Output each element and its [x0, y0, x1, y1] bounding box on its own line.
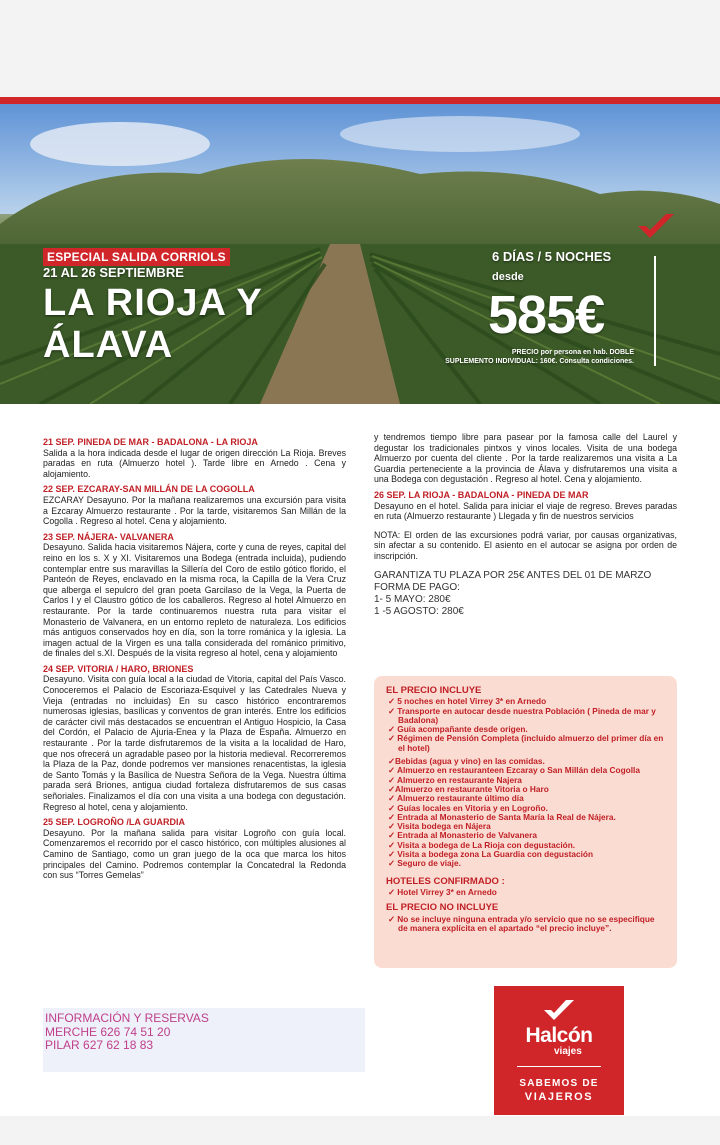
day-heading: 21 SEP. PINEDA DE MAR - BADALONA - LA RIOJA — [43, 437, 258, 447]
day-text: Desayuno. Visita con guía local a la ciudad de Vitoria, capital del País Vasco. Conoceremos el Palacio de Escoriaza-Esquivel y las Catedrales Nueva y Vieja (entradas no incluidas) En su casco histórico encontraremos numerosas iglesias, basílicas y conventos de gran interés. Entre los edificios de carácter civil más destacados se encuentran el Antiguo Hospicio, la Casa del Cordón, el Palacio de Ajuria-Enea y la Plaza de España. Almuerzo en restaurante . Por la tarde disfrutaremos de la visita a la localidad de Haro, que nos ofrecerá un agradable paseo por la historia medieval. Recorreremos la Plaza de la Paz, donde podremos ver mansiones renacentistas, la iglesia de Santo Tomás y la Basílica de Nuestra Señora de la Vega. Nuestra última parada será Briones, antigua ciudad fortaleza disfrutaremos de sus casas señoriales. Finalizamos el día con una visita a una bodega con degustación. Regreso al hotel, cena y alojamiento. — [43, 674, 346, 812]
price-includes-box — [374, 676, 677, 968]
include-item: ✓ Seguro de viaje. — [388, 858, 461, 869]
include-item: ✓ Transporte en autocar desde nuestra Población ( Pineda de mar y Badalona) — [388, 705, 656, 725]
trip-title — [43, 282, 263, 366]
payment-info — [374, 570, 677, 618]
include-item: ✓ Almuerzo en restauranteen Ezcaray o San Millán dela Cogolla — [388, 765, 640, 776]
price-from-label: desde — [492, 271, 524, 283]
day-text: Desayuno. Salida hacia visitaremos Nájera, corte y cuna de reyes, capital del reino en los s. X y XI. Visitaremos una Bodega (entrada incluida), pudiendo contemplar entre sus maravillas la Sillería del Coro de estilo gótico florido, el Panteón de Reyes, enclavado en la misma roca, la Capilla de la Vera Cruz que alberga el sepulcro del gran poeta Garcilaso de la Vega, la Puerta de Carlos I y el Claustro gótico de los caballeros. Regreso al hotel Almuerzo en restaurante. Por la tarde continuaremos nuestra ruta para visitar el Monasterio de Valvanera, en un entorno repleto de naturaleza. Los edificios más antiguos conservados hoy en día, son la torre románica y la iglesia. La imagen actual de la Virgen es una talla considerada del románico primitivo, de finales del s.XI. Después de la visita regreso al hotel, cena y alojamiento — [43, 542, 346, 659]
contact-pilar[interactable]: PILAR 627 62 18 83 — [45, 1038, 154, 1052]
halcon-bird-icon — [542, 998, 576, 1024]
include-item: ✓ Entrada al Monasterio de Santa María la Real de Nájera. — [388, 811, 616, 822]
brand-tagline-2: VIAJEROS — [524, 1091, 594, 1103]
trip-dates: 21 AL 26 SEPTIEMBRE — [43, 265, 184, 280]
include-item: ✓ Visita a bodega zona La Guardia con degustación — [388, 849, 594, 860]
includes-list — [386, 697, 665, 868]
itinerary-left-column — [43, 432, 346, 881]
itinerary-day-3 — [43, 532, 346, 659]
contact-merche[interactable]: MERCHE 626 74 51 20 — [45, 1024, 171, 1039]
contact-box — [43, 1008, 365, 1072]
include-item: ✓Almuerzo en restaurante Vitoria o Haro — [388, 783, 549, 794]
exclude-item: ✓ No se incluye ninguna entrada y/o servicio que no se especifique de manera explícita en el apartado “el precio incluye”. — [388, 913, 655, 933]
itinerary-right-column — [374, 432, 677, 618]
guarantee-text: GARANTIZA TU PLAZA POR 25€ ANTES DEL 01 DE MARZO — [374, 569, 652, 581]
brand-name: Halcón — [525, 1024, 593, 1047]
payment-title: FORMA DE PAGO: — [374, 581, 460, 593]
title-line-2: ÁLAVA — [43, 324, 174, 366]
hotels-title: HOTELES CONFIRMADO : — [386, 875, 505, 887]
itinerary-day-6 — [374, 490, 677, 522]
day-heading: 26 SEP. LA RIOJA - BADALONA - PINEDA DE MAR — [374, 489, 589, 500]
day-heading: 23 SEP. NÁJERA- VALVANERA — [43, 531, 174, 542]
red-stripe — [0, 97, 720, 104]
hotel-item: ✓ Hotel Virrey 3* en Arnedo — [388, 886, 497, 897]
day-heading: 22 SEP. EZCARAY-SAN MILLÁN DE LA COGOLLA — [43, 484, 255, 495]
include-item: ✓ Guías locales en Vitoria y en Logroño. — [388, 802, 548, 813]
payment-installment-2: 1 -5 AGOSTO: 280€ — [374, 605, 464, 617]
special-departure-badge: ESPECIAL SALIDA CORRIOLS — [43, 248, 230, 266]
excludes-list — [386, 915, 665, 934]
include-item: ✓ Almuerzo restaurante último día — [388, 793, 524, 804]
include-item: ✓ Visita bodega en Nájera — [388, 821, 491, 832]
brand-divider — [517, 1066, 601, 1067]
include-item: ✓ Guía acompañante desde origen. — [388, 724, 528, 735]
excludes-title: EL PRECIO NO INCLUYE — [386, 902, 499, 914]
top-margin — [0, 0, 720, 97]
itinerary-day-4 — [43, 664, 346, 812]
itinerary-day-5 — [43, 817, 346, 881]
day-heading: 25 SEP. LOGROÑO /LA GUARDIA — [43, 817, 186, 828]
price-note-line-2: SUPLEMENTO INDIVIDUAL: 160€. Consulta condiciones. — [445, 358, 634, 365]
hero-banner — [0, 104, 720, 404]
include-item: ✓ Régimen de Pensión Completa (incluido almuerzo del primer día en el hotel) — [388, 733, 664, 753]
include-item: ✓ Entrada al Monasterio de Valvanera — [388, 830, 537, 841]
bottom-margin — [0, 1116, 720, 1145]
organization-note: NOTA: El orden de las excursiones podrá variar, por causas organizativas, sin afectar a su contenido. El asiento en el autocar se asigna por orden de inscripción. — [374, 529, 677, 561]
trip-duration: 6 DÍAS / 5 NOCHES — [492, 249, 612, 264]
hotels-list — [386, 888, 665, 897]
content-area — [0, 404, 720, 1116]
halcon-viajes-logo — [494, 986, 624, 1115]
brand-tagline-1: SABEMOS DE — [519, 1078, 599, 1089]
include-item: ✓ Visita a bodega de La Rioja con degustación. — [388, 839, 576, 850]
price-note-line-1: PRECIO por persona en hab. DOBLE — [511, 349, 634, 356]
include-item: ✓ Almuerzo en restaurante Najera — [388, 774, 522, 785]
day-5-continuation: y tendremos tiempo libre para pasear por la famosa calle del Laurel y degustar los tradicionales pintxos y vinos locales. Visita de una bodega Almuerzo por cuenta del cliente . Por la tarde realizaremos una visita a La Guardia perteneciente a la provincia de Álava y disfrutaremos una visita a una Bodega con degustación . Regreso al hotel. Cena y alojamiento. — [374, 432, 677, 485]
include-item: ✓ 5 noches en hotel Virrey 3* en Arnedo — [388, 696, 547, 707]
brand-sub: viajes — [554, 1046, 582, 1057]
trip-price: 585€ — [488, 285, 605, 345]
include-item: ✓Bebidas (agua y vino) en las comidas. — [388, 756, 545, 767]
title-line-1: LA RIOJA Y — [43, 282, 263, 324]
day-text: Salida a la hora indicada desde el lugar de origen dirección La Rioja. Breves paradas en ruta (Almuerzo hotel ). Tarde libre en Arnedo . Cena y alojamiento. — [43, 447, 346, 479]
itinerary-day-1 — [43, 437, 346, 479]
day-text: EZCARAY Desayuno. Por la mañana realizaremos una excursión para visita a Ezcaray Almuerzo restaurante . Por la tarde, visitaremos San Millán de la Cogolla . Regreso al hotel. Cena y alojamiento. — [43, 494, 346, 527]
contact-title: INFORMACIÓN Y RESERVAS — [45, 1011, 209, 1025]
day-text: Desayuno en el hotel. Salida para iniciar el viaje de regreso. Breves paradas en ruta (Almuerzo restaurante ) Llegada y fin de nuestros servicios — [374, 500, 677, 522]
payment-installment-1: 1- 5 MAYO: 280€ — [374, 593, 451, 605]
price-divider — [654, 256, 656, 366]
includes-title: EL PRECIO INCLUYE — [386, 685, 482, 696]
price-note — [445, 348, 634, 366]
day-heading: 24 SEP. VITORIA / HARO, BRIONES — [43, 663, 194, 674]
itinerary-day-2 — [43, 484, 346, 526]
day-text: Desayuno. Por la mañana salida para visitar Logroño con guía local. Comenzaremos el recorrido por el casco histórico, con múltiples alusiones al Camino de Santiago, como un gran juego de la oca que marca los hitos principales del Camino. Podremos contemplar la Concatedral la Redonda con sus “Torres Gemelas” — [43, 827, 346, 881]
